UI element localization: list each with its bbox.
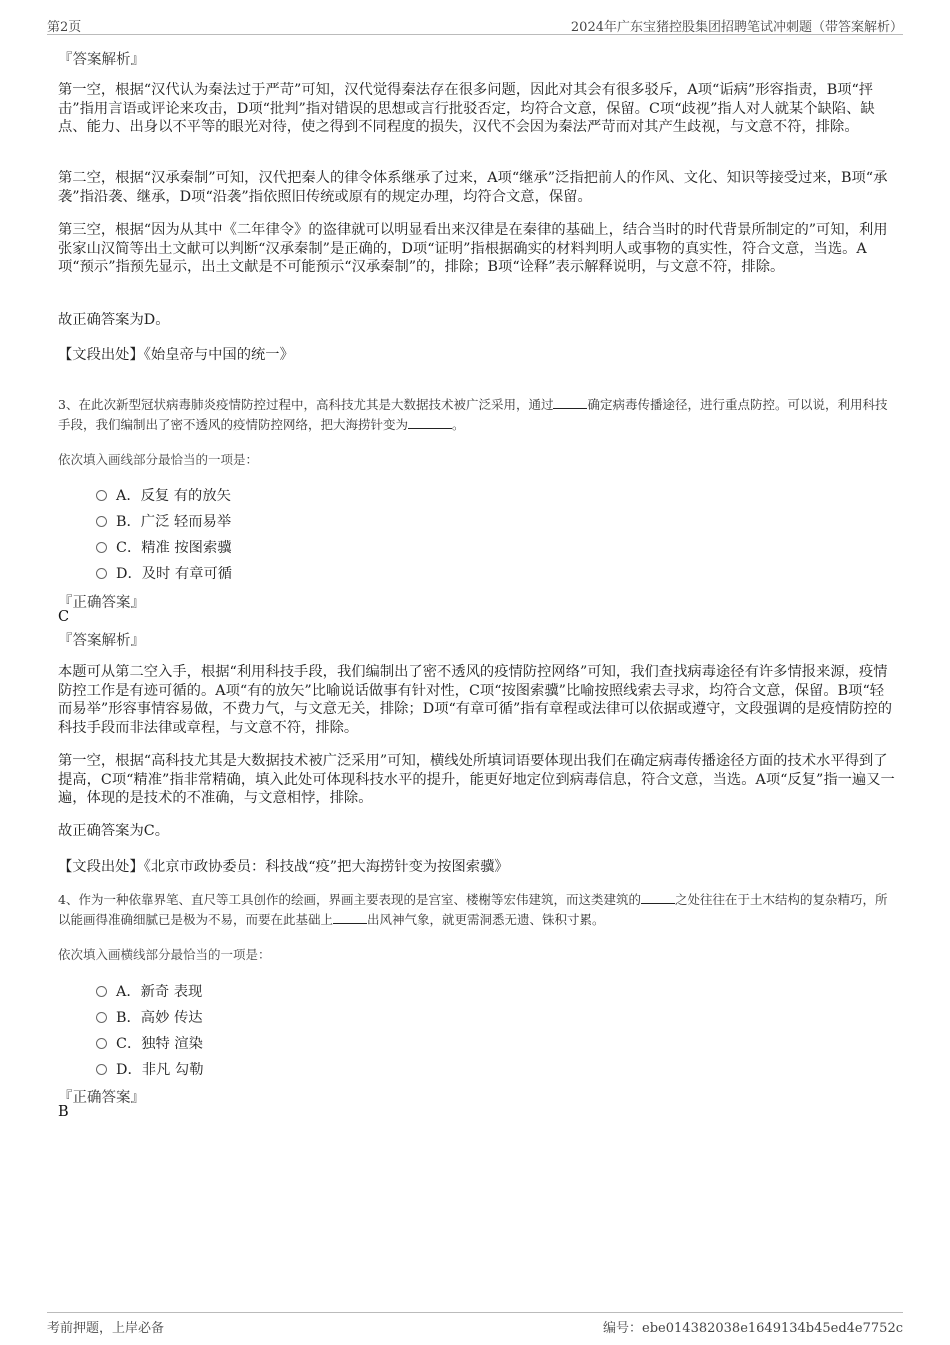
radio-icon[interactable] bbox=[96, 1038, 107, 1049]
q2-analysis-p2: 第二空，根据“汉承秦制”可知，汉代把秦人的律令体系继承了过来，A项“继承”泛指把前人的作风、文化、知识等接受过来，B项“承袭”指沿袭、继承，D项“沿袭”指依照旧传统或原有的规定办理，均符合文意，保留。 bbox=[58, 170, 888, 205]
q2-conclusion: 故正确答案为D。 bbox=[58, 312, 170, 328]
q3-option-b[interactable]: B．广泛 轻而易举 bbox=[96, 511, 231, 531]
q3-source: 【文段出处】《北京市政协委员：科技战“疫”把大海捞针变为按图索骥》 bbox=[58, 859, 509, 875]
radio-icon[interactable] bbox=[96, 490, 107, 501]
page-number: 第2页 bbox=[47, 20, 82, 35]
q3-blank-1 bbox=[553, 397, 587, 409]
q2-analysis-label: 『答案解析』 bbox=[58, 52, 145, 68]
q4-option-a[interactable]: A．新奇 表现 bbox=[96, 981, 202, 1001]
page-header bbox=[47, 12, 903, 35]
radio-icon[interactable] bbox=[96, 1064, 107, 1075]
radio-icon[interactable] bbox=[96, 1012, 107, 1023]
q2-source: 【文段出处】《始皇帝与中国的统一》 bbox=[58, 347, 294, 363]
q4-question-text: 4、作为一种依靠界笔、直尺等工具创作的绘画，界画主要表现的是宫室、楼榭等宏伟建筑，而这类建筑的 之处往往在于土木结构的复杂精巧，所以能画得准确细腻已是极为不易，而要在此基础上 出风神气象，就更需洞悉无遗、铢积寸累。 bbox=[58, 892, 888, 927]
q3-analysis-p1: 本题可从第二空入手，根据“利用科技手段，我们编制出了密不透风的疫情防控网络”可知，我们查找病毒途径有许多情报来源，疫情防控工作是有迹可循的。A项“有的放矢”比喻说话做事有针对性，C项“按图索骥”比喻按照线索去寻求，均符合文意，保留。B项“轻而易举”形容事情容易做，不费力气，与文意无关，排除；D项“有章可循”指有章程或法律可以依据或遵守，文段强调的是疫情防控的科技手段而非法律或章程，与文意不符，排除。 bbox=[58, 664, 893, 736]
q3-correct-answer: C bbox=[58, 609, 70, 625]
q4-prompt: 依次填入画横线部分最恰当的一项是： bbox=[58, 947, 271, 962]
q2-analysis-p3: 第三空，根据“因为从其中《二年律令》的盗律就可以明显看出来汉律是在秦律的基础上，结合当时的时代背景所制定的”可知，利用张家山汉简等出土文献可以判断“汉承秦制”是正确的，D项“证明”指根据确实的材料判明人或事物的真实性，符合文意，当选。A项“预示”指预先显示，出土文献是不可能预示“汉承秦制”的，排除；B项“诠释”表示解释说明，与文意不符，排除。 bbox=[58, 222, 888, 275]
footer-slogan: 考前押题，上岸必备 bbox=[47, 1321, 165, 1336]
q3-question-text: 3、在此次新型冠状病毒肺炎疫情防控过程中，高科技尤其是大数据技术被广泛采用，通过 确定病毒传播途径，进行重点防控。可以说，利用科技手段，我们编制出了密不透风的疫情防控网络，把大海捞针变为 。 bbox=[58, 397, 888, 432]
q4-option-d[interactable]: D．非凡 勾勒 bbox=[96, 1059, 204, 1079]
q3-analysis-p2: 第一空，根据“高科技尤其是大数据技术被广泛采用”可知，横线处所填词语要体现出我们在确定病毒传播途径方面的技术水平得到了提高，C项“精准”指非常精确，填入此处可体现科技水平的提升，能更好地定位到病毒信息，符合文意，当选。A项“反复”指一遍又一遍，体现的是技术的不准确，与文意相悖，排除。 bbox=[58, 753, 895, 806]
q2-analysis-p1: 第一空，根据“汉代认为秦法过于严苛”可知，汉代觉得秦法存在很多问题，因此对其会有很多驳斥，A项“诟病”形容指责，B项“抨击”指用言语或评论来攻击，D项“批判”指对错误的思想或言行批驳否定，均符合文意，保留。C项“歧视”指人对人就某个缺陷、缺点、能力、出身以不平等的眼光对待，使之得到不同程度的损失，汉代不会因为秦法严苛而对其产生歧视，与文意不符，排除。 bbox=[58, 82, 875, 135]
q4-option-c[interactable]: C．独特 渲染 bbox=[96, 1033, 203, 1053]
page-footer bbox=[47, 1312, 903, 1335]
footer-serial: 编号：ebe014382038e1649134b45ed4e7752c bbox=[603, 1321, 903, 1336]
q3-prompt: 依次填入画线部分最恰当的一项是： bbox=[58, 452, 259, 467]
q3-analysis-label: 『答案解析』 bbox=[58, 633, 145, 649]
radio-icon[interactable] bbox=[96, 542, 107, 553]
q4-correct-label: 『正确答案』 bbox=[58, 1090, 145, 1106]
radio-icon[interactable] bbox=[96, 516, 107, 527]
radio-icon[interactable] bbox=[96, 568, 107, 579]
q3-blank-2 bbox=[408, 417, 452, 429]
q3-correct-label: 『正确答案』 bbox=[58, 595, 145, 611]
q3-option-a[interactable]: A．反复 有的放矢 bbox=[96, 485, 231, 505]
q4-option-b[interactable]: B．高妙 传达 bbox=[96, 1007, 203, 1027]
q3-conclusion: 故正确答案为C。 bbox=[58, 823, 170, 839]
q4-blank-1 bbox=[641, 892, 675, 904]
q4-blank-2 bbox=[333, 912, 367, 924]
document-title: 2024年广东宝猪控股集团招聘笔试冲刺题（带答案解析） bbox=[570, 20, 903, 35]
radio-icon[interactable] bbox=[96, 986, 107, 997]
q3-option-c[interactable]: C．精准 按图索骥 bbox=[96, 537, 232, 557]
q3-option-d[interactable]: D．及时 有章可循 bbox=[96, 563, 232, 583]
q4-correct-answer: B bbox=[58, 1104, 69, 1120]
